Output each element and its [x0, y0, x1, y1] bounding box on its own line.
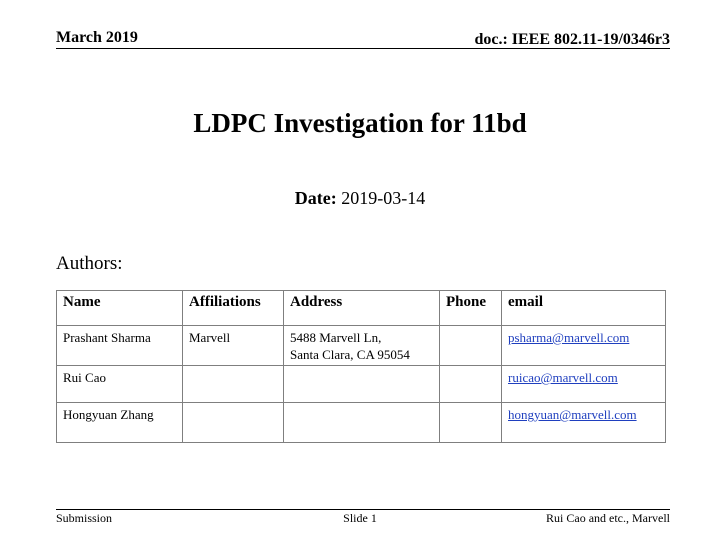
- column-header-email: email: [502, 291, 666, 326]
- author-email-link[interactable]: ruicao@marvell.com: [508, 370, 618, 385]
- date-label: Date:: [294, 188, 337, 208]
- author-address: [284, 403, 440, 443]
- author-name: Hongyuan Zhang: [57, 403, 183, 443]
- date-line: [0, 188, 720, 209]
- footer-authors: Rui Cao and etc., Marvell: [546, 511, 670, 525]
- table-row: [57, 403, 666, 443]
- author-affiliation: [183, 366, 284, 403]
- column-header-name: Name: [57, 291, 183, 326]
- header-divider: [56, 48, 670, 49]
- header-date: March 2019: [56, 29, 138, 46]
- author-email-cell: [502, 326, 666, 366]
- author-name: Rui Cao: [57, 366, 183, 403]
- author-phone: [440, 403, 502, 443]
- column-header-affiliations: Affiliations: [183, 291, 284, 326]
- address-line-1: 5488 Marvell Ln,: [290, 330, 382, 345]
- author-phone: [440, 326, 502, 366]
- author-email-link[interactable]: psharma@marvell.com: [508, 330, 630, 345]
- authors-label: Authors:: [56, 253, 123, 274]
- table-row: [57, 326, 666, 366]
- slide-title: LDPC Investigation for 11bd: [193, 108, 527, 138]
- author-address: [284, 326, 440, 366]
- author-email-cell: [502, 366, 666, 403]
- author-affiliation: [183, 403, 284, 443]
- footer-divider: [56, 509, 670, 510]
- table-header-row: [57, 291, 666, 326]
- author-name: Prashant Sharma: [57, 326, 183, 366]
- column-header-address: Address: [284, 291, 440, 326]
- address-line-2: Santa Clara, CA 95054: [290, 347, 410, 362]
- footer-slide-number: Slide 1: [343, 511, 377, 525]
- footer-submission: Submission: [56, 511, 113, 525]
- author-email-link[interactable]: hongyuan@marvell.com: [508, 407, 637, 422]
- table-row: [57, 366, 666, 403]
- authors-table: [56, 290, 666, 443]
- column-header-phone: Phone: [440, 291, 502, 326]
- author-address: [284, 366, 440, 403]
- header-doc-id: doc.: IEEE 802.11-19/0346r3: [474, 31, 670, 48]
- author-affiliation: Marvell: [183, 326, 284, 366]
- author-email-cell: [502, 403, 666, 443]
- date-value: 2019-03-14: [341, 188, 426, 208]
- author-phone: [440, 366, 502, 403]
